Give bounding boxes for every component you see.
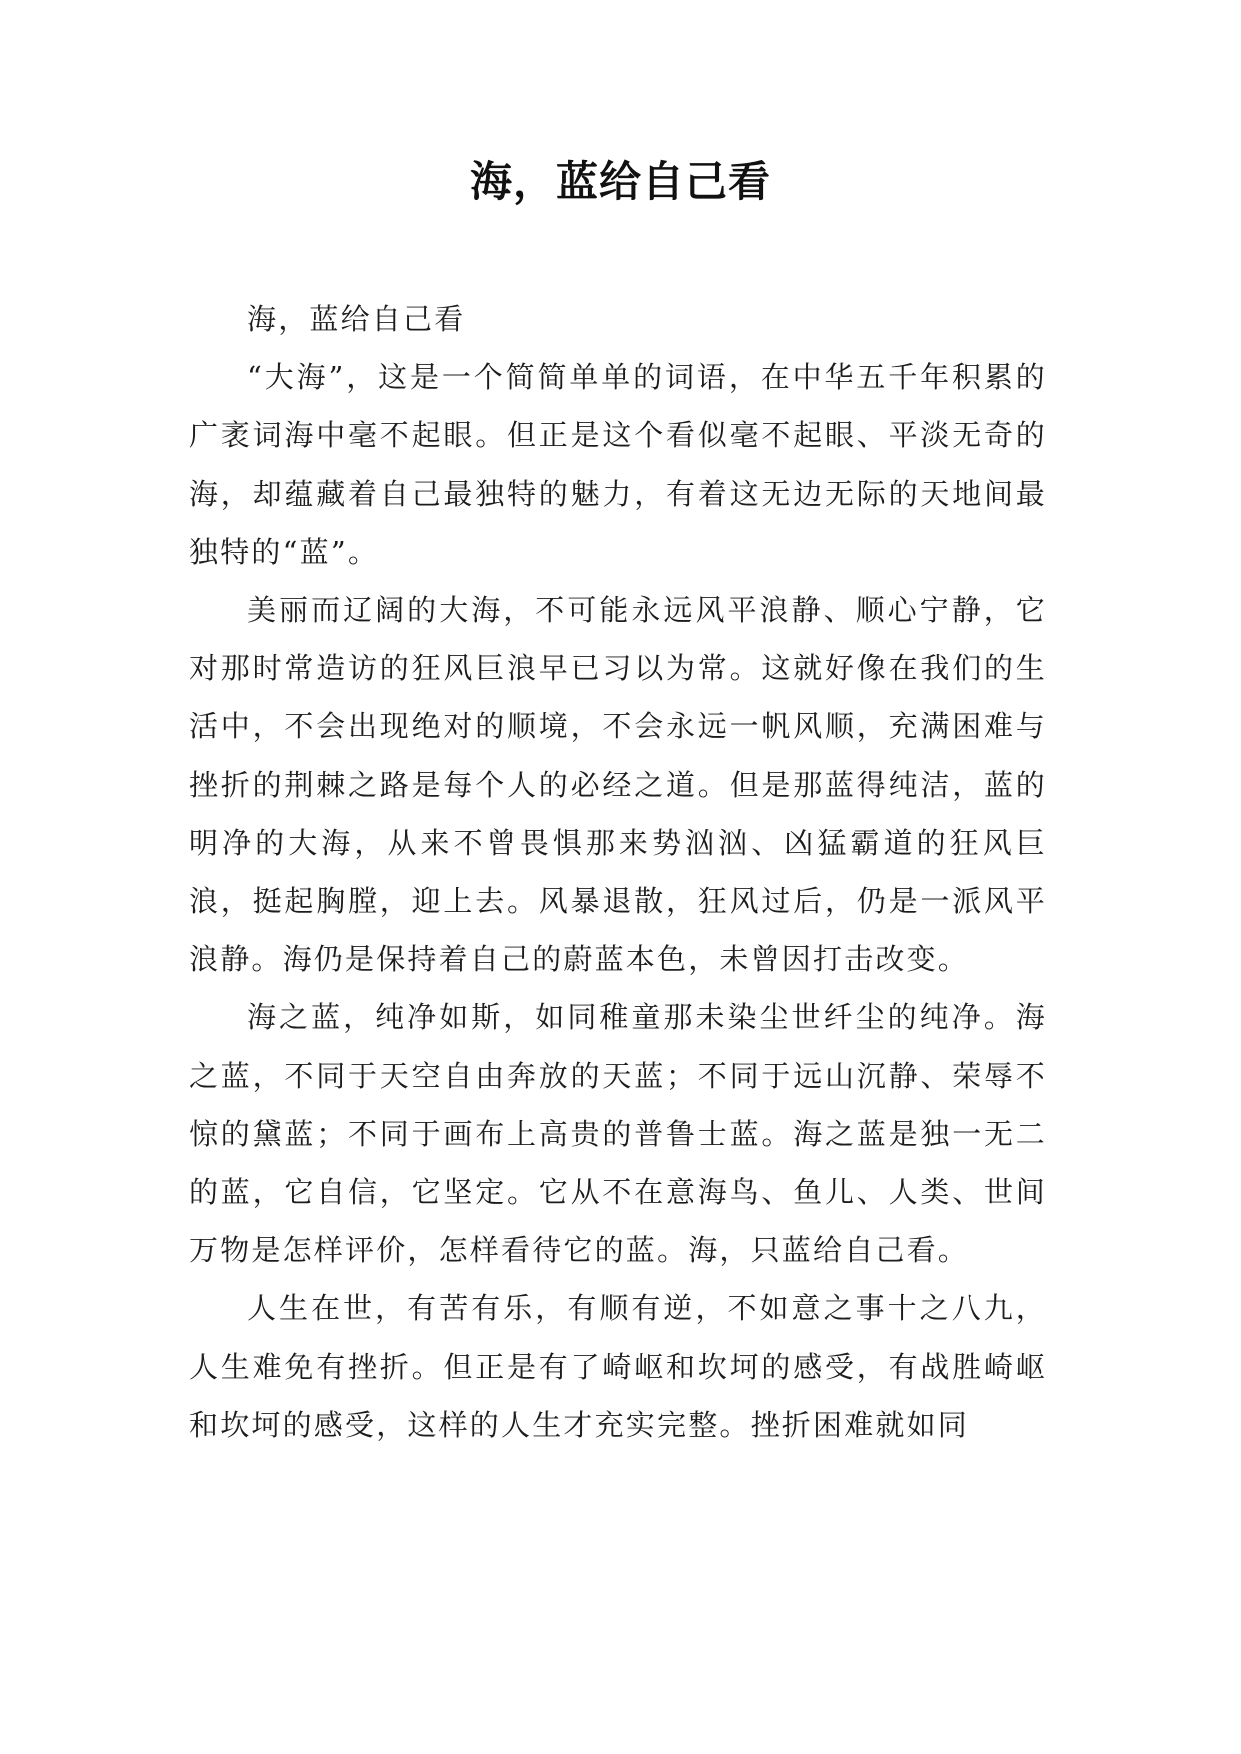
paragraph: “大海”，这是一个简简单单的词语，在中华五千年积累的广袤词海中毫不起眼。但正是这个看似毫不起眼、平淡无奇的海，却蕴藏着自己最独特的魅力，有着这无边无际的天地间最独特的“蓝”。 [189, 360, 1047, 569]
paragraph: 人生在世，有苦有乐，有顺有逆，不如意之事十之八九，人生难免有挫折。但正是有了崎岖和坎坷的感受，有战胜崎岖和坎坷的感受，这样的人生才充实完整。挫折困难就如同 [189, 1291, 1047, 1442]
paragraph: 海之蓝，纯净如斯，如同稚童那未染尘世纤尘的纯净。海之蓝，不同于天空自由奔放的天蓝；不同于远山沉静、荣辱不惊的黛蓝；不同于画布上高贵的普鲁士蓝。海之蓝是独一无二的蓝，它自信，它坚定。它从不在意海鸟、鱼儿、人类、世间万物是怎样评价，怎样看待它的蓝。海，只蓝给自己看。 [189, 1000, 1047, 1268]
page-title: 海，蓝给自己看 [469, 157, 771, 206]
paragraph: 美丽而辽阔的大海，不可能永远风平浪静、顺心宁静，它对那时常造访的狂风巨浪早已习以为常。这就好像在我们的生活中，不会出现绝对的顺境，不会永远一帆风顺，充满困难与挫折的荆棘之路是每个人的必经之道。但是那蓝得纯洁，蓝的明净的大海，从来不曾畏惧那来势汹汹、凶猛霸道的狂风巨浪，挺起胸膛，迎上去。风暴退散，狂风过后，仍是一派风平浪静。海仍是保持着自己的蔚蓝本色，未曾因打击改变。 [189, 593, 1047, 977]
paragraph-subtitle: 海，蓝给自己看 [247, 302, 466, 336]
document-body [189, 290, 1047, 1454]
